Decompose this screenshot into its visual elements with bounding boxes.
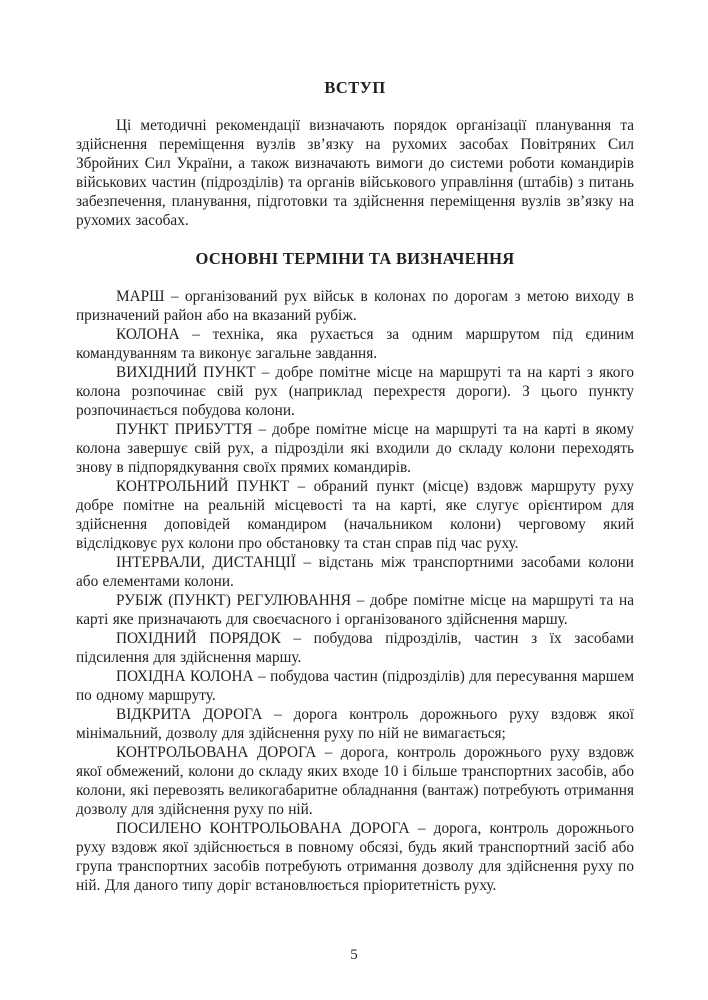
term-paragraph-punkt-prybuttia: ПУНКТ ПРИБУТТЯ – добре помітне місце на маршруті та на карті в якому колона завершує свій рух, а підрозділи які входили до складу колони переходять знову в підпорядкування своїх прямих командирів. — [76, 421, 634, 476]
document-title: ВСТУП — [324, 78, 386, 97]
document-content — [76, 78, 634, 895]
term-paragraph-kontrolovana-doroha: КОНТРОЛЬОВАНА ДОРОГА – дорога, контроль дорожнього руху вздовж якої обмежений, колони до складу яких входе 10 і більше транспортних засобів, або колони, які перевозять великогабаритне обладнання (вантаж) потребують отримання дозволу для здійснення руху по ній. — [76, 744, 634, 818]
term-paragraph-pokhidnyi-poriadok: ПОХІДНИЙ ПОРЯДОК – побудова підрозділів, частин з їх засобами підсилення для здійснення маршу. — [76, 630, 634, 666]
term-paragraph-rubizh-rehuliuvannia: РУБІЖ (ПУНКТ) РЕГУЛЮВАННЯ – добре помітне місце на маршруті та на карті яке призначають для своєчасного і організованого здійснення маршу. — [76, 592, 634, 628]
section-title: ОСНОВНІ ТЕРМІНИ ТА ВИЗНАЧЕННЯ — [195, 249, 515, 268]
term-paragraph-pokhidna-kolona: ПОХІДНА КОЛОНА – побудова частин (підрозділів) для пересування маршем по одному маршруту. — [76, 668, 634, 704]
term-paragraph-kolona: КОЛОНА – техніка, яка рухається за одним маршрутом під єдиним командуванням та виконує загальне завдання. — [76, 326, 634, 362]
intro-paragraph: Ці методичні рекомендації визначають порядок організації планування та здійснення переміщення вузлів зв’язку на рухомих засобах Повітряних Сил Збройних Сил України, а також визначають вимоги до системи роботи командирів військових частин (підрозділів) та органів військового управління (штабів) з питань забезпечення, планування, підготовки та здійснення переміщення вузлів зв’язку на рухомих засобах. — [76, 117, 634, 229]
term-paragraph-vykhidnyi-punkt: ВИХІДНИЙ ПУНКТ – добре помітне місце на маршруті та на карті з якого колона розпочинає свій рух (наприклад перехрестя дороги). З цього пункту розпочинається побудова колони. — [76, 364, 634, 419]
term-paragraph-intervaly-dystantsii: ІНТЕРВАЛИ, ДИСТАНЦІЇ – відстань між транспортними засобами колони або елементами колони. — [76, 554, 634, 590]
term-paragraph-kontrolnyi-punkt: КОНТРОЛЬНИЙ ПУНКТ – обраний пункт (місце) вздовж маршруту руху добре помітне на реальній місцевості та на карті, яке слугує орієнтиром для здійснення доповідей командиром (начальником колони) черговому який відслідковує рух колони про обстановку та стан справ під час руху. — [76, 478, 634, 552]
term-paragraph-posyleno-kontrolovana-doroha: ПОСИЛЕНО КОНТРОЛЬОВАНА ДОРОГА – дорога, контроль дорожнього руху вздовж якої здійснюється в повному обсязі, будь який транспортний засіб або група транспортних засобів потребують отримання дозволу для здійснення руху по ній. Для даного типу доріг встановлюється пріоритетність руху. — [76, 820, 634, 894]
term-paragraph-marsh: МАРШ – організований рух військ в колонах по дорогам з метою виходу в призначений район або на вказаний рубіж. — [76, 288, 634, 324]
term-paragraph-vidkryta-doroha: ВІДКРИТА ДОРОГА – дорога контроль дорожнього руху вздовж якої мінімальний, дозволу для здійснення руху по ній не вимагається; — [76, 706, 634, 742]
page-number: 5 — [350, 947, 358, 963]
